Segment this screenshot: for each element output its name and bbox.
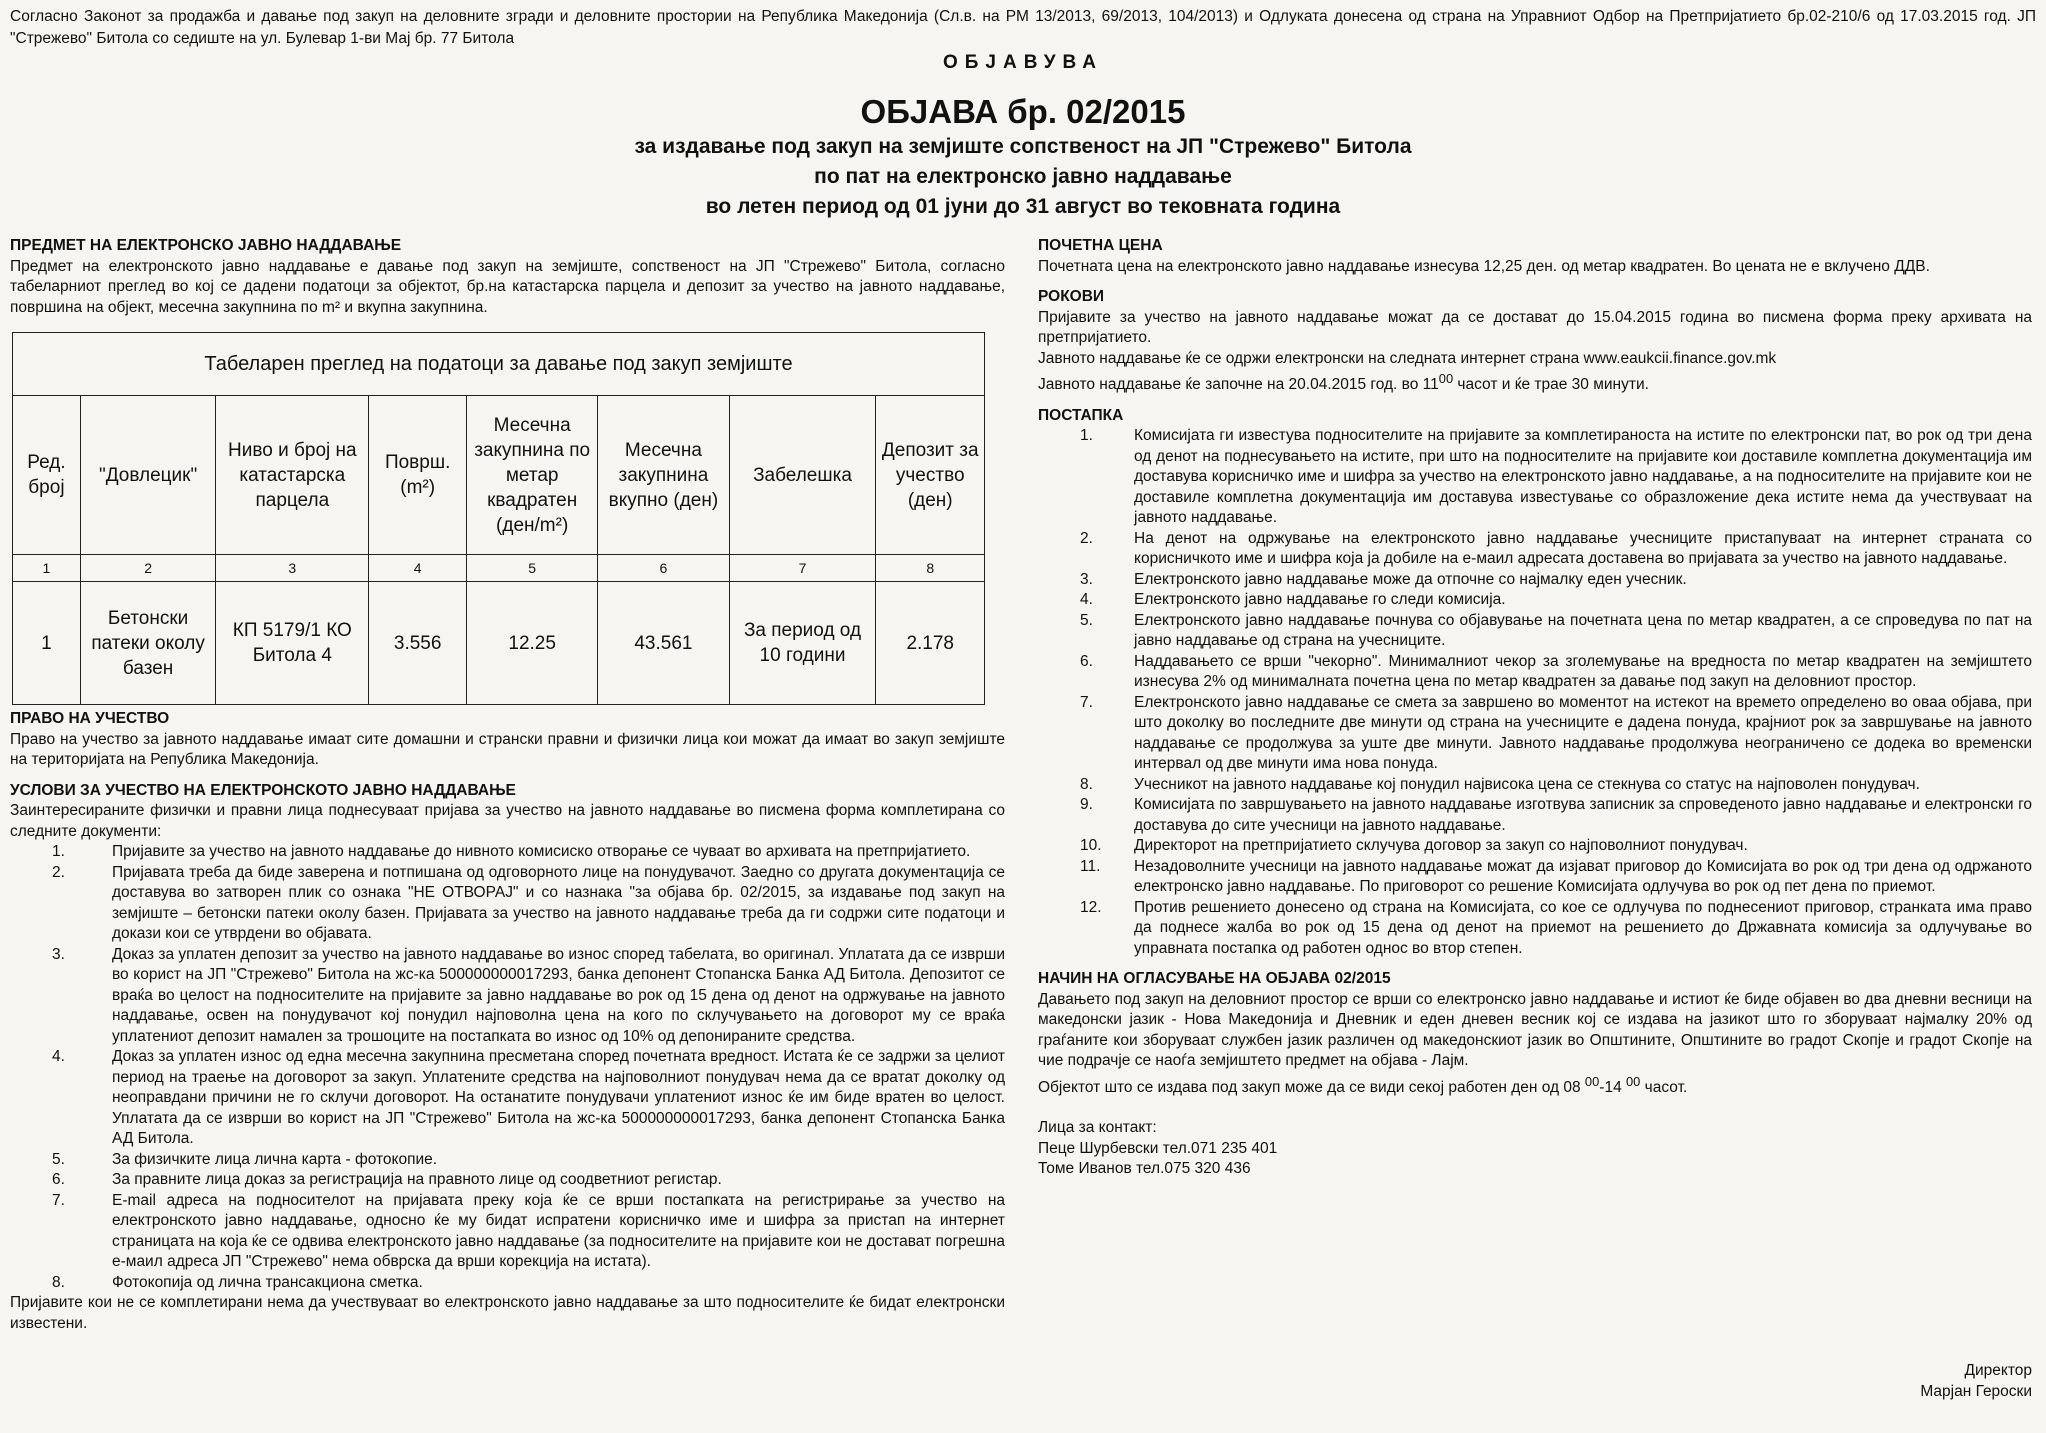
list-item: 9. Комисијата по завршувањето на јавното наддавање изготвува записник за спроведеното јавно наддавање и електронски го доставува до сите учесници на јавното наддавање.: [1080, 796, 2032, 834]
title-line-2: по пат на електронско јавно наддавање: [814, 165, 1232, 188]
conditions-intro: Заинтересираните физички и правни лица поднесуваат пријава за учество на јавното наддавање во писмена форма комплетирана со следните документи:: [10, 802, 1005, 840]
list-item: 6. Наддавањето се врши "чекорно". Минималниот чекор за зголемување на вредноста по метар квадратен на земјиштето изнесува 2% од минималната почетна цена по метар квадратен за давање под закуп на деловниот простор.: [1080, 652, 2032, 691]
cell-name: Бетонски патеки околу базен: [80, 582, 215, 705]
col-header-name: "Довлецик": [80, 396, 215, 555]
list-item: 5. Електронското јавно наддавање почнува со објавување на почетната цена по метар квадратен, а се спроведува по пат на јавно наддавање од страна на учесниците.: [1080, 611, 2032, 650]
col-number: 7: [729, 555, 876, 582]
table-number-row: [13, 555, 985, 582]
cell-parcel: КП 5179/1 КО Битола 4: [216, 582, 369, 705]
start-price-heading: ПОЧЕТНА ЦЕНА: [1038, 237, 1163, 254]
conditions-footer: Пријавите кои не се комплетирани нема да учествуваат во електронското јавно наддавање за што подносителите ќе бидат електронски известени.: [10, 1294, 1005, 1332]
list-item: 2. На денот на одржување на електронското јавно наддавање учесниците пристапуваат на интернет страната со корисничкото име и шифра која ја добиле на е-маил адресата доставена во пријавата за учество на јавното наддавање.: [1080, 529, 2032, 568]
conditions-list: [10, 842, 1005, 1293]
list-item: 7. Е-mail адреса на подносителот на пријавата преку која ќе се врши постапката на регистрирање за учество на електронското јавно наддавање, односно ќе му бидат испратени корисничко име и шифра за пристап на интернет страницата на која ќе се одвива електронското јавно наддавање (за подносителите на пријавите кои не достават погрешна е-маил адреса ЈП "Стрежево" нема обврска да врши корекција на истата).: [52, 1191, 1005, 1270]
deadlines-heading: РОКОВИ: [1038, 288, 1105, 305]
title-block: [0, 92, 2046, 222]
col-number: 6: [598, 555, 729, 582]
viewing-hours: Објектот што се издава под закуп може да се види секој работен ден од 08 $^{00}$-14 $^{00}$ часот.: [1038, 1073, 1688, 1096]
subject-heading: ПРЕДМЕТ НА ЕЛЕКТРОНСКО ЈАВНО НАДДАВАЊЕ: [10, 237, 402, 254]
col-number: 8: [876, 555, 985, 582]
cell-area: 3.556: [369, 582, 467, 705]
signature-role: Директор: [1964, 1362, 2032, 1379]
subject-text: Предмет на електронското јавно наддавање е давање под закуп на земјиште, сопственост на ЈП "Стрежево" Битола, согласно табеларниот преглед во кој се дадени податоци за објектот, бр.на катастарска парцела и депозит за учество на јавното наддавање, површина на објект, месечна закупнина по m² и вкупна закупнина.: [10, 257, 1005, 316]
col-number: 3: [216, 555, 369, 582]
list-item: 12. Против решението донесено од страна на Комисијата, со кое се одлучува по поднесениот приговор, странката има право да поднесе жалба во рок од 15 дена од денот на приемот на решението до Државната комисија за одлучување во управната постапка од работен однос во втор степен.: [1080, 898, 2032, 957]
deadlines-text-2: Јавното наддавање ќе се одржи електронски на следната интернет страна www.eaukcii.finance.gov.mk: [1038, 349, 1777, 367]
signature-block: [1920, 1361, 2032, 1402]
deadlines-text-3: Јавното наддавање ќе започне на 20.04.2015 год. во $11^{00}$ часот и ќе трае 30 минути.: [1038, 371, 1649, 394]
left-column: [10, 236, 1005, 1334]
col-header-deposit: Депозит за учество (ден): [876, 396, 985, 555]
deadlines-text-1: Пријавите за учество на јавното наддавање можат да се достават до 15.04.2015 година во писмена форма преку архивата на претпријатието.: [1038, 308, 2032, 346]
table-header-row: [13, 396, 985, 555]
intro-text: Согласно Законот за продажба и давање под закуп на деловните згради и деловните простории на Република Македонија (Сл.в. на РМ 13/2013, 69/2013, 104/2013) и Одлуката донесена од страна на Управниот Одбор на Претпријатието бр.02-210/6 од 17.03.2015 год. ЈП "Стрежево" Битола со седиште на ул. Булевар 1-ви Мај бр. 77 Битола: [10, 8, 2036, 47]
publish-heading: НАЧИН НА ОГЛАСУВАЊЕ НА ОБЈАВА 02/2015: [1038, 970, 1391, 988]
col-number: 4: [369, 555, 467, 582]
cell-no: 1: [13, 582, 81, 705]
procedure-heading: ПОСТАПКА: [1038, 406, 1124, 424]
signature-name: Марјан Героски: [1920, 1382, 2032, 1400]
right-to-participate-heading: ПРАВО НА УЧЕСТВО: [10, 710, 170, 727]
list-item: 5. За физичките лица лична карта - фотокопие.: [52, 1150, 438, 1168]
announcement-number: ОБЈАВА бр. 02/2015: [860, 93, 1186, 130]
list-item: 8. Фотокопија од лична трансакциона сметка.: [52, 1273, 423, 1291]
cell-deposit: 2.178: [876, 582, 985, 705]
col-header-area: Површ. (m²): [369, 396, 467, 555]
list-item: 1. Пријавите за учество на јавното наддавање до нивното комисиско отворање се чуваат во архивата на претпријатието.: [52, 843, 971, 860]
contact-person: Томе Иванов тел.075 320 436: [1038, 1160, 1251, 1178]
title-line-1: за издавање под закуп на земјиште сопственост на ЈП "Стрежево" Битола: [634, 135, 1412, 158]
right-to-participate-text: Право на учество за јавното наддавање имаат сите домашни и странски правни и физички лица кои можат да имаат во закуп земјиште на територијата на Република Македонија.: [10, 730, 1005, 768]
col-header-parcel: Ниво и број на катастарска парцела: [216, 396, 369, 555]
announces-heading: ОБЈАВУВА: [942, 52, 1104, 73]
col-header-rent-per-m2: Месечна закупнина по метар квадратен (ден/m²): [467, 396, 598, 555]
conditions-heading: УСЛОВИ ЗА УЧЕСТВО НА ЕЛЕКТРОНСКОТО ЈАВНО НАДДАВАЊЕ: [10, 781, 516, 799]
list-item: 2. Пријавата треба да биде заверена и потпишана од одговорното лице на понудувачот. Заедно со другата документација се доставува во затворен плик со ознака "НЕ ОТВОРАЈ" и со назнака "за објава бр. 02/2015, за издавање под закуп на земјиште – бетонски патеки околу базен. Пријавата за учество на јавното наддавање треба да ги содржи сите податоци и докази кои се утврдени во објавата.: [52, 863, 1005, 942]
col-header-no: Ред. број: [13, 396, 81, 555]
publish-text: Давањето под закуп на деловниот простор се врши со електронско јавно наддавање и истиот ќе биде објавен во два дневни весници на македонски јазик - Нова Македонија и Дневник и еден дневен весник кој се издава на јазикот што го зборуваат најмалку 20% од граѓаните кои зборуваат службен јазик различен од македонскиот јазик во Општините, Општините во градот Скопје и градот Скопје на чие подрачје се наоѓа земјиштето предмет на објава - Лајм.: [1038, 990, 2032, 1070]
cell-note: За период од 10 години: [729, 582, 876, 705]
cell-rent-per-m2: 12.25: [467, 582, 598, 705]
list-item: 3. Доказ за уплатен депозит за учество на јавното наддавање во износ според табелата, во оригинал. Уплатата да се изврши во корист на ЈП "Стрежево" Битола на жс-ка 500000000017293, банка депонент Стопанска Банка АД Битола. Депозитот се враќа во целост на подносителите на пријавите за јавно наддавање во рок од 15 дена од денот на одржување на јавното наддавање, освен на понудувачот кој понудил најповолна цена на кого по склучувањето на договорот му се враќа уплатениот депозит намален за трошоците на постапката во износ од 10% од депонираните средства.: [52, 945, 1005, 1045]
title-line-3: во летен период од 01 јуни до 31 август во тековната година: [705, 195, 1341, 218]
col-header-note: Забелешка: [729, 396, 876, 555]
col-number: 1: [13, 555, 81, 582]
col-number: 2: [80, 555, 215, 582]
list-item: 8. Учесникот на јавното наддавање кој понудил највисока цена се стекнува со статус на најповолен понудувач.: [1080, 775, 1920, 793]
list-item: 4. Електронското јавно наддавање го следи комисија.: [1080, 591, 1506, 609]
table-caption: Табеларен преглед на податоци за давање под закуп земјиште: [13, 333, 985, 396]
col-number: 5: [467, 555, 598, 582]
list-item: 11. Незадоволните учесници на јавното наддавање можат да изјават приговор до Комисијата во рок од три дена од одржаното електронско јавно наддавање. По приговорот со решение Комисијата одлучува во рок од пет дена по приемот.: [1080, 857, 2032, 896]
list-item: 1. Комисијата ги известува подносителите на пријавите за комплетираноста на истите по електронски пат, во рок од три дена од денот на поднесувањето на истите, при што на подносителите на пријавите кои доставиле комплетна документација им доставува корисничко име и шифра за учество на електронското јавно наддавање, а на подносителите на пријавите кои не доставиле комплетна документација им доставува известување со образложение дека истите нема да учествуваат на јавното наддавање.: [1080, 427, 2032, 527]
right-column: [1038, 236, 2032, 1180]
list-item: 4. Доказ за уплатен износ од една месечна закупнина пресметана според почетната вредност. Истата ќе се задржи за целиот период на траење на договорот за закуп. Уплатените средства на најповолниот понудувач нема да се вратат доколку од неоправдани причини не го склучи договорот. На останатите понудувачи уплатениот износ ќе им биде вратен во целост. Уплатата да се изврши во корист на ЈП "Стрежево" Битола на жс-ка 500000000017293, банка депонент Стопанска Банка АД Битола.: [52, 1048, 1005, 1147]
contact-person: Пеце Шурбевски тел.071 235 401: [1038, 1139, 1278, 1157]
start-price-text: Почетната цена на електронското јавно наддавање изнесува 12,25 ден. од метар квадратен. Во цената не е вклучено ДДВ.: [1038, 257, 1930, 275]
col-header-rent-total: Месечна закупнина вкупно (ден): [598, 396, 729, 555]
list-item: 6. За правните лица доказ за регистрација на правното лице од соодветниот регистар.: [52, 1171, 722, 1188]
list-item: 7. Електронското јавно наддавање се смета за завршено во моментот на истекот на времето определено во оваа објава, при што доколку во последните две минути од страна на учесниците е дадена понуда, крајниот рок за завршување на јавното наддавање се продолжува за уште две минути. Јавното наддавање продолжува неограничено се додека во временски интервал од две минути има нова понуда.: [1080, 693, 2032, 773]
list-item: 3. Електронското јавно наддавање може да отпочне со најмалку еден учесник.: [1080, 570, 1687, 588]
cell-rent-total: 43.561: [598, 582, 729, 705]
contacts: [1038, 1118, 2032, 1180]
lease-table: [12, 332, 985, 705]
contacts-label: Лица за контакт:: [1038, 1119, 1157, 1137]
procedure-list: [1038, 426, 2032, 959]
table-row: [13, 582, 985, 705]
list-item: 10. Директорот на претпријатието склучува договор за закуп со најповолниот понудувач.: [1080, 837, 1748, 855]
